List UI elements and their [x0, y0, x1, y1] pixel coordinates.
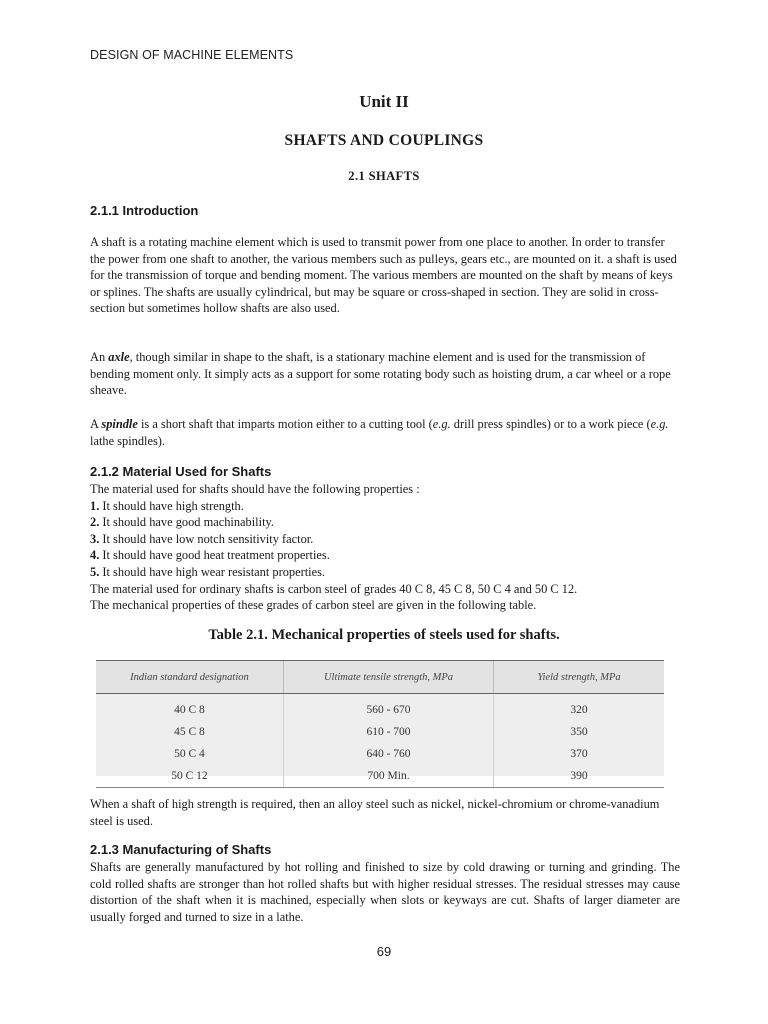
- table-cell: 350: [494, 721, 664, 743]
- axle-pre: An: [90, 350, 109, 364]
- column-header: Indian standard designation: [96, 661, 283, 694]
- spindle-term: spindle: [101, 417, 138, 431]
- table-cell: 390: [494, 765, 664, 788]
- table-header-row: [96, 661, 664, 694]
- list-item-number: 3.: [90, 531, 100, 546]
- table-cell: 610 - 700: [283, 721, 493, 743]
- list-item-text: It should have good machinability.: [99, 515, 274, 530]
- unit-title: Unit II: [359, 92, 409, 111]
- table-row: [96, 694, 664, 722]
- spindle-mid: is a short shaft that imparts motion either to a cutting tool (: [137, 417, 433, 431]
- spindle-post: lathe spindles).: [90, 433, 166, 448]
- chapter-title: SHAFTS AND COUPLINGS: [284, 132, 484, 149]
- list-item-number: 5.: [90, 564, 100, 579]
- list-item-number: 4.: [90, 548, 100, 563]
- table-caption: Table 2.1. Mechanical properties of steels used for shafts.: [208, 627, 560, 643]
- section-title: 2.1 SHAFTS: [348, 169, 420, 183]
- list-item-text: It should have high wear resistant properties.: [99, 564, 326, 579]
- spindle-pre: A: [90, 417, 102, 431]
- table-cell: 370: [494, 743, 664, 765]
- axle-term: axle: [108, 350, 130, 364]
- list-item-number: 2.: [90, 515, 100, 530]
- properties-table: [96, 660, 664, 788]
- axle-paragraph: [90, 349, 680, 399]
- list-item-text: It should have low notch sensitivity factor.: [99, 531, 314, 546]
- alloy-steel-note: When a shaft of high strength is required, then an alloy steel such as nickel, nickel-chromium or chrome-vanadium steel is used.: [90, 797, 660, 828]
- list-item: [90, 514, 690, 531]
- table-cell: 320: [494, 694, 664, 722]
- table-row: [96, 765, 664, 788]
- list-item: [90, 498, 690, 515]
- spindle-eg-2: e.g.: [650, 417, 669, 431]
- page-number: 69: [376, 944, 392, 959]
- material-list: [90, 481, 690, 614]
- spindle-eg-1: e.g.: [432, 417, 451, 431]
- table-cell: 50 C 12: [96, 765, 283, 788]
- material-table-ref-line: The mechanical properties of these grades of carbon steel are given in the following table.: [90, 598, 537, 613]
- heading-material: 2.1.2 Material Used for Shafts: [90, 464, 272, 479]
- table-cell: 560 - 670: [283, 694, 493, 722]
- properties-table-container: [96, 660, 664, 782]
- list-item-text: It should have high strength.: [99, 498, 244, 513]
- intro-paragraph: A shaft is a rotating machine element which is used to transmit power from one place to another. In order to transfer the power from one shaft to another, the various members such as pulleys, gears etc., are mounted on it. a shaft is used for the transmission of torque and bending moment. The various members are mounted on the shaft by means of keys or splines. The shafts are usually cylindrical, but may be square or cross-shaped in section. They are solid in cross-section but sometimes hollow shafts are also used.: [90, 235, 677, 316]
- material-grades-line: The material used for ordinary shafts is carbon steel of grades 40 C 8, 45 C 8, 50 C 4 and 50 C 12.: [90, 581, 578, 596]
- list-item: [90, 564, 690, 581]
- spindle-mid-2: drill press spindles) or to a work piece (: [450, 417, 651, 431]
- list-item: [90, 531, 690, 548]
- axle-post: , though similar in shape to the shaft, is a stationary machine element and is used for the transmission of bending moment only. It simply acts as a support for some rotating body such as hoisting drum, a car wheel or a rope sheave.: [90, 350, 671, 398]
- table-cell: 45 C 8: [174, 726, 205, 738]
- table-row: [96, 721, 664, 743]
- material-intro: The material used for shafts should have the following properties :: [90, 482, 420, 496]
- column-header: Ultimate tensile strength, MPa: [283, 661, 493, 694]
- list-item-number: 1.: [90, 498, 100, 513]
- column-header: Yield strength, MPa: [494, 661, 664, 694]
- table-cell: 40 C 8: [174, 704, 205, 716]
- heading-manufacturing: 2.1.3 Manufacturing of Shafts: [90, 842, 272, 857]
- heading-introduction: 2.1.1 Introduction: [90, 203, 199, 218]
- manufacturing-paragraph: Shafts are generally manufactured by hot rolling and finished to size by cold drawing or turning and grinding. The cold rolled shafts are stronger than hot rolled shafts but with higher residual stresses. The residual stresses may cause distortion of the shaft when it is machined, especially when slots or keyways are cut. Shafts of larger diameter are usually forged and turned to size in a lathe.: [90, 860, 680, 924]
- spindle-paragraph: [90, 416, 680, 449]
- table-cell: 640 - 760: [283, 743, 493, 765]
- list-item-text: It should have good heat treatment properties.: [99, 548, 330, 563]
- list-item: [90, 547, 690, 564]
- table-row: [96, 743, 664, 765]
- running-header: DESIGN OF MACHINE ELEMENTS: [90, 48, 294, 62]
- table-cell: 700 Min.: [283, 765, 493, 788]
- table-cell: 50 C 4: [174, 748, 205, 760]
